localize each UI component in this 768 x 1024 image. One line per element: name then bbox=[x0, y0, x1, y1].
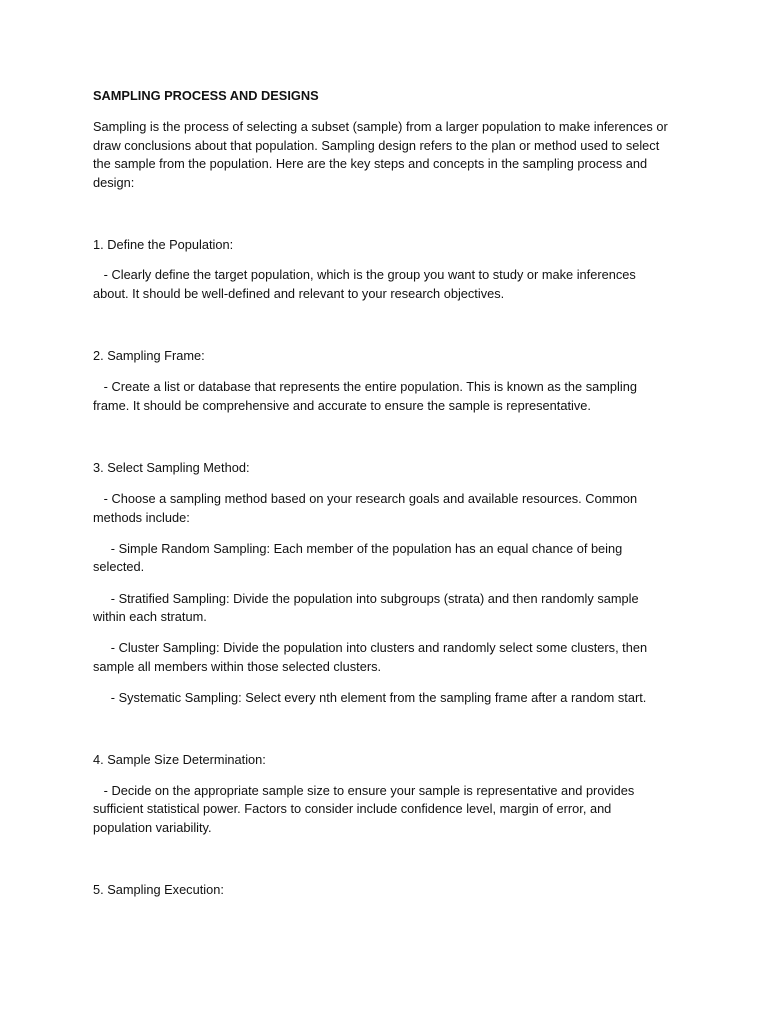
section-body-line: - Decide on the appropriate sample size to ensure your sample is representative and provides bbox=[93, 783, 635, 798]
method-line: - Systematic Sampling: Select every nth element from the sampling frame after a random start. bbox=[93, 690, 647, 705]
section-body-line: frame. It should be comprehensive and accurate to ensure the sample is representative. bbox=[93, 398, 591, 413]
intro-line: Sampling is the process of selecting a subset (sample) from a larger population to make inferences or bbox=[93, 119, 668, 134]
method-line: selected. bbox=[93, 559, 145, 574]
intro-line: design: bbox=[93, 175, 135, 190]
section-heading: 5. Sampling Execution: bbox=[93, 882, 224, 897]
section-body-line: - Choose a sampling method based on your research goals and available resources. Common bbox=[93, 491, 638, 506]
section-body-line: population variability. bbox=[93, 820, 212, 835]
section-body-line: - Create a list or database that represents the entire population. This is known as the sampling bbox=[93, 379, 637, 394]
method-line: sample all members within those selected clusters. bbox=[93, 659, 382, 674]
document-title: SAMPLING PROCESS AND DESIGNS bbox=[93, 88, 319, 103]
section-body-line: about. It should be well-defined and relevant to your research objectives. bbox=[93, 286, 505, 301]
section-heading: 3. Select Sampling Method: bbox=[93, 460, 250, 475]
intro-line: the sample from the population. Here are the key steps and concepts in the sampling process and bbox=[93, 156, 648, 171]
section-body-line: methods include: bbox=[93, 510, 190, 525]
method-line: - Simple Random Sampling: Each member of the population has an equal chance of being bbox=[93, 541, 623, 556]
method-line: - Stratified Sampling: Divide the population into subgroups (strata) and then randomly sample bbox=[93, 591, 639, 606]
section-heading: 4. Sample Size Determination: bbox=[93, 752, 266, 767]
section-heading: 2. Sampling Frame: bbox=[93, 348, 205, 363]
section-heading: 1. Define the Population: bbox=[93, 237, 234, 252]
method-line: within each stratum. bbox=[93, 609, 207, 624]
method-line: - Cluster Sampling: Divide the population into clusters and randomly select some clusters, then bbox=[93, 640, 648, 655]
section-body-line: sufficient statistical power. Factors to consider include confidence level, margin of error, and bbox=[93, 801, 612, 816]
section-body-line: - Clearly define the target population, which is the group you want to study or make inferences bbox=[93, 267, 636, 282]
intro-line: draw conclusions about that population. Sampling design refers to the plan or method used to select bbox=[93, 138, 660, 153]
